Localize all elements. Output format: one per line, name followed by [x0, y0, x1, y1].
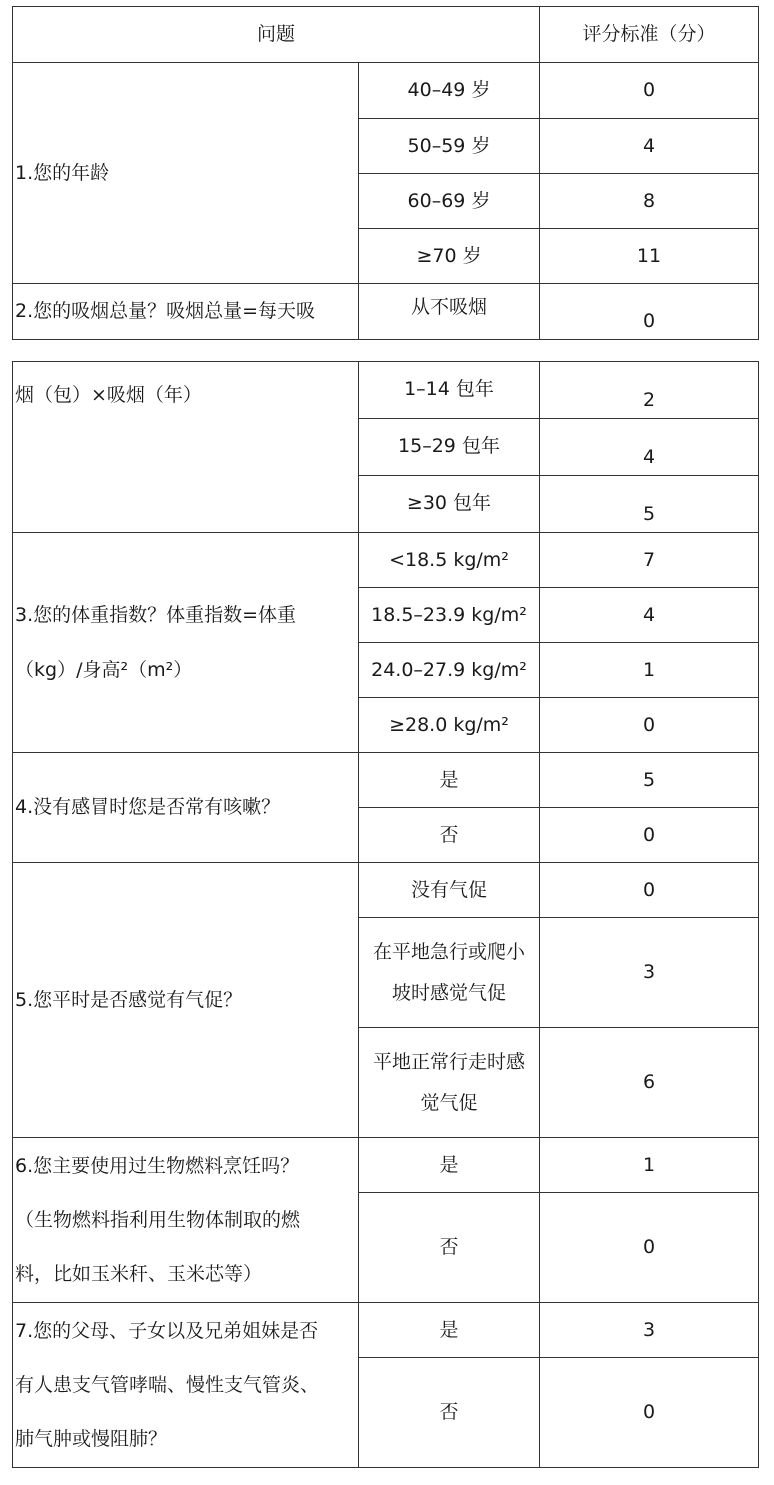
q3-score: 4 [540, 588, 759, 643]
q6-score: 1 [540, 1138, 759, 1193]
score-table-part-2 [12, 361, 759, 1468]
q2-option: 15–29 包年 [359, 419, 540, 476]
q3-score: 7 [540, 533, 759, 588]
q1-option: 50–59 岁 [359, 119, 540, 174]
q2-score: 2 [540, 362, 759, 419]
q3-option: ≥28.0 kg/m² [359, 698, 540, 753]
q2-score: 4 [540, 419, 759, 476]
q7-option: 否 [359, 1358, 540, 1468]
q5-score: 0 [540, 863, 759, 918]
q7-score: 0 [540, 1358, 759, 1468]
q2-option: ≥30 包年 [359, 476, 540, 533]
q4-text: 4.没有感冒时您是否常有咳嗽？ [13, 753, 359, 863]
q1-score: 8 [540, 174, 759, 229]
q3-score: 0 [540, 698, 759, 753]
q6-option: 是 [359, 1138, 540, 1193]
q5-score: 6 [540, 1028, 759, 1138]
q2-text-part2: 烟（包）×吸烟（年） [13, 362, 359, 533]
q5-option-line1: 平地正常行走时感 [372, 1050, 525, 1073]
q3-option: <18.5 kg/m² [359, 533, 540, 588]
q1-score: 4 [540, 119, 759, 174]
q2-option: 从不吸烟 [359, 284, 540, 340]
q7-score: 3 [540, 1303, 759, 1358]
q3-option: 24.0–27.9 kg/m² [359, 643, 540, 698]
q7-text-line3: 肺气肿或慢阻肺？ [15, 1427, 168, 1450]
q5-text: 5.您平时是否感觉有气促？ [13, 863, 359, 1138]
table-row [13, 1138, 759, 1193]
table-row [13, 753, 759, 808]
q6-text-line2: （生物燃料指利用生物体制取的燃 [15, 1208, 301, 1231]
q3-text-line1: 3.您的体重指数？体重指数=体重 [15, 603, 297, 626]
q1-option: 40–49 岁 [359, 63, 540, 119]
q2-score: 5 [540, 476, 759, 533]
q2-option: 1–14 包年 [359, 362, 540, 419]
q1-text: 1.您的年龄 [13, 63, 359, 284]
q7-text [13, 1303, 359, 1468]
table-row [13, 1303, 759, 1358]
q1-score: 0 [540, 63, 759, 119]
q5-score: 3 [540, 918, 759, 1028]
q4-option: 是 [359, 753, 540, 808]
q2-score: 0 [540, 284, 759, 340]
table-row [13, 63, 759, 119]
q3-text-line2: （kg）/身高²（m²） [15, 658, 193, 681]
table-row [13, 533, 759, 588]
table-row [13, 362, 759, 419]
q7-option: 是 [359, 1303, 540, 1358]
q6-text [13, 1138, 359, 1303]
q7-text-line1: 7.您的父母、子女以及兄弟姐妹是否 [15, 1319, 319, 1342]
q4-score: 0 [540, 808, 759, 863]
q5-option-line2: 坡时感觉气促 [391, 981, 506, 1004]
table-row [13, 284, 759, 340]
q5-option [359, 1028, 540, 1138]
q7-text-line2: 有人患支气管哮喘、慢性支气管炎、 [15, 1373, 320, 1396]
q6-text-line1: 6.您主要使用过生物燃料烹饪吗？ [15, 1154, 300, 1177]
q1-option: 60–69 岁 [359, 174, 540, 229]
q5-option: 没有气促 [359, 863, 540, 918]
q5-option-line2: 觉气促 [420, 1091, 478, 1114]
header-score: 评分标准（分） [540, 7, 759, 63]
q4-option: 否 [359, 808, 540, 863]
q5-option-line1: 在平地急行或爬小 [372, 940, 525, 963]
q4-score: 5 [540, 753, 759, 808]
table-row [13, 863, 759, 918]
q3-score: 1 [540, 643, 759, 698]
q3-text [13, 533, 359, 753]
header-row [13, 7, 759, 63]
score-table-part-1 [12, 6, 759, 340]
q3-option: 18.5–23.9 kg/m² [359, 588, 540, 643]
q5-option [359, 918, 540, 1028]
q6-option: 否 [359, 1193, 540, 1303]
q6-text-line3: 料，比如玉米秆、玉米芯等） [15, 1262, 263, 1285]
q1-option: ≥70 岁 [359, 229, 540, 284]
q6-score: 0 [540, 1193, 759, 1303]
q1-score: 11 [540, 229, 759, 284]
q2-text-part1: 2.您的吸烟总量？吸烟总量=每天吸 [13, 284, 359, 340]
header-question: 问题 [13, 7, 540, 63]
